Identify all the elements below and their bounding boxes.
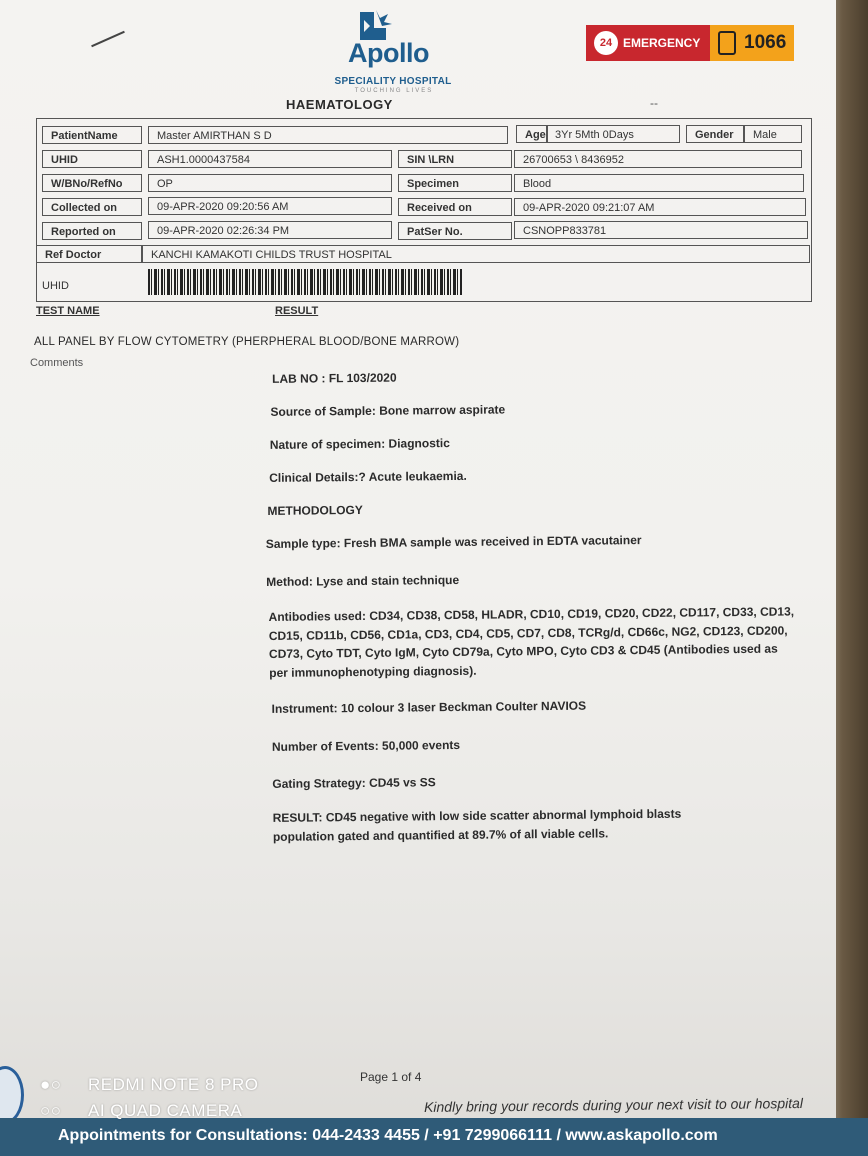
sample-type: Sample type: Fresh BMA sample was received in EDTA vacutainer: [265, 533, 642, 551]
hospital-subtitle: SPECIALITY HOSPITAL: [334, 76, 452, 87]
appointments-text: Appointments for Consultations: 044-2433 4455 / +91 7299066111 / www.askapollo.com: [58, 1127, 718, 1144]
ref-doctor-label: Ref Doctor: [36, 245, 142, 263]
antibodies-used: Antibodies used: CD34, CD38, CD58, HLADR, CD10, CD19, CD20, CD22, CD117, CD33, CD13, CD15, CD11b, CD56, CD1a, CD3, CD4, CD5, CD7, CD8, TCRg/d, CD66c, NG2, CD123, CD200, CD73, Cyto TDT, Cyto IgM, Cyto CD79a, Cyto MPO, Cyto CD3 & CD45 (Antibodies used as per immunophenotyping diagnosis).: [268, 604, 795, 680]
camera-dots-icon: ●○: [40, 1075, 62, 1094]
test-name-header: TEST NAME: [36, 305, 100, 317]
hospital-tagline: TOUCHING LIVES: [354, 88, 434, 94]
report-body: [262, 362, 802, 844]
reported-value: 09-APR-2020 02:26:34 PM: [148, 221, 392, 239]
watermark-line2: AI QUAD CAMERA: [88, 1101, 243, 1120]
patient-name-value: Master AMIRTHAN S D: [148, 126, 508, 144]
method: Method: Lyse and stain technique: [266, 572, 460, 589]
sin-lrn-value: 26700653 \ 8436952: [514, 150, 802, 168]
pen-mark: [91, 31, 125, 47]
camera-infinity-icon: ○○: [40, 1101, 62, 1120]
wbno-value: OP: [148, 174, 392, 192]
watermark-line1: REDMI NOTE 8 PRO: [88, 1075, 259, 1094]
patser-value: CSNOPP833781: [514, 221, 808, 239]
comments-label: Comments: [30, 357, 84, 369]
emergency-label: EMERGENCY: [623, 36, 701, 50]
phone-icon: [718, 31, 736, 55]
specimen-nature: Nature of specimen: Diagnostic: [269, 436, 450, 452]
number-of-events: Number of Events: 50,000 events: [271, 737, 461, 754]
uhid-value: ASH1.0000437584: [148, 150, 392, 168]
uhid-barcode: [148, 269, 462, 295]
gender-value: Male: [744, 125, 802, 143]
sample-source: Source of Sample: Bone marrow aspirate: [270, 402, 506, 419]
department-title: HAEMATOLOGY: [286, 97, 393, 112]
emergency-24-badge: 24: [594, 31, 618, 55]
uhid-barcode-label: UHID: [42, 280, 69, 292]
methodology-heading: METHODOLOGY: [267, 502, 363, 518]
apollo-logo: [330, 8, 460, 94]
lab-number: LAB NO : FL 103/2020: [272, 370, 397, 386]
ref-doctor-value: KANCHI KAMAKOTI CHILDS TRUST HOSPITAL: [142, 245, 810, 263]
sin-lrn-label: SIN \LRN: [398, 150, 512, 168]
specimen-value: Blood: [514, 174, 804, 192]
age-value: 3Yr 5Mth 0Days: [546, 125, 680, 143]
collected-label: Collected on: [42, 198, 142, 216]
records-reminder: Kindly bring your records during your next visit to our hospital: [423, 1095, 804, 1115]
apollo-brand: Apollo: [348, 38, 429, 68]
test-panel-title: ALL PANEL BY FLOW CYTOMETRY (PHERPHERAL BLOOD/BONE MARROW): [34, 336, 460, 348]
page-number: Page 1 of 4: [360, 1070, 422, 1084]
emergency-banner: [586, 25, 794, 61]
gating-strategy: Gating Strategy: CD45 vs SS: [272, 775, 436, 791]
wbno-label: W/BNo/RefNo: [42, 174, 142, 192]
result-statement: RESULT: CD45 negative with low side scatter abnormal lymphoid blasts population gated and quantified at 89.7% of all viable cells.: [272, 806, 682, 844]
gender-label: Gender: [686, 125, 744, 143]
patser-label: PatSer No.: [398, 222, 512, 240]
received-value: 09-APR-2020 09:21:07 AM: [514, 198, 806, 216]
result-header: RESULT: [275, 305, 319, 317]
clinical-details: Clinical Details:? Acute leukaemia.: [269, 468, 467, 485]
apollo-star-icon: [356, 8, 396, 42]
emergency-number: 1066: [744, 32, 787, 53]
age-label: Age: [516, 125, 548, 143]
reported-label: Reported on: [42, 222, 142, 240]
camera-watermark: [40, 1072, 258, 1124]
uhid-label: UHID: [42, 150, 142, 168]
specimen-label: Specimen: [398, 174, 512, 192]
instrument: Instrument: 10 colour 3 laser Beckman Coulter NAVIOS: [271, 698, 587, 716]
patient-name-label: PatientName: [42, 126, 142, 144]
collected-value: 09-APR-2020 09:20:56 AM: [148, 197, 392, 215]
received-label: Received on: [398, 198, 512, 216]
dash-mark: --: [650, 96, 658, 110]
